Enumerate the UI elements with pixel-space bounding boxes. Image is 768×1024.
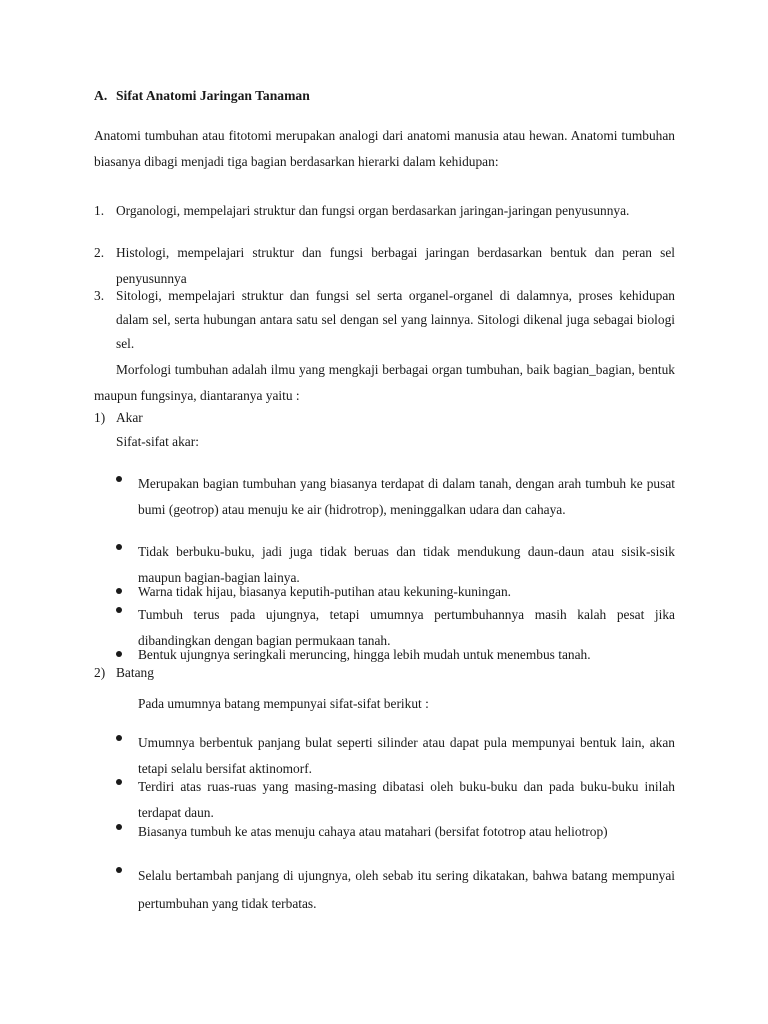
list-text: Biasanya tumbuh ke atas menuju cahaya atau matahari (bersifat fototrop atau heliotrop): [138, 824, 608, 839]
list-number: 3.: [94, 288, 105, 303]
subsection-title: Akar: [116, 410, 143, 425]
bullet-icon: [116, 476, 122, 482]
list-item: [116, 646, 675, 664]
list-item: [116, 819, 675, 845]
bullet-icon: [116, 607, 122, 613]
section-title: Sifat Anatomi Jaringan Tanaman: [116, 88, 310, 103]
bullet-icon: [116, 824, 122, 830]
list-item: [116, 583, 675, 601]
list-text: Bentuk ujungnya seringkali meruncing, hingga lebih mudah untuk menembus tanah.: [138, 647, 591, 662]
list-text: Sitologi, mempelajari struktur dan fungsi sel serta organel-organel di dalamnya, proses kehidupan dalam sel, serta hubungan antara satu sel dengan sel yang lainnya. Sitologi dikenal juga sebagai biologi sel.: [116, 288, 675, 351]
list-text: Organologi, mempelajari struktur dan fungsi organ berdasarkan jaringan-jaringan penyusunnya.: [116, 203, 630, 218]
akar-label: Sifat-sifat akar:: [116, 434, 199, 449]
list-text: Histologi, mempelajari struktur dan fungsi berbagai jaringan berdasarkan bentuk dan peran sel penyusunnya: [116, 245, 675, 286]
list-text: Umumnya berbentuk panjang bulat seperti silinder atau dapat pula mempunyai bentuk lain, akan tetapi selalu bersifat aktinomorf.: [138, 735, 675, 776]
list-text: Warna tidak hijau, biasanya keputih-putihan atau kekuning-kuningan.: [138, 584, 512, 599]
subsection-title: Batang: [116, 665, 154, 680]
section-number: A.: [94, 88, 108, 103]
bullet-icon: [116, 779, 122, 785]
list-text: Tumbuh terus pada ujungnya, tetapi umumnya pertumbuhannya masih kalah pesat jika dibandingkan dengan bagian permukaan tanah.: [138, 607, 675, 648]
subsection-number: 2): [94, 665, 106, 680]
anatomy-list-item: [94, 284, 675, 356]
subsection-number: 1): [94, 410, 106, 425]
bullet-icon: [116, 544, 122, 550]
bullet-icon: [116, 651, 122, 657]
bullet-icon: [116, 867, 122, 873]
bullet-icon: [116, 735, 122, 741]
anatomy-list-item: [94, 198, 675, 224]
list-text: Terdiri atas ruas-ruas yang masing-masing dibatasi oleh buku-buku dan pada buku-buku inilah terdapat daun.: [138, 779, 675, 820]
intro-paragraph: Anatomi tumbuhan atau fitotomi merupakan analogi dari anatomi manusia atau hewan. Anatomi tumbuhan biasanya dibagi menjadi tiga bagian berdasarkan hierarki dalam kehidupan:: [94, 128, 675, 169]
list-number: 1.: [94, 203, 105, 218]
list-text: Selalu bertambah panjang di ujungnya, oleh sebab itu sering dikatakan, bahwa batang mempunyai pertumbuhan yang tidak terbatas.: [138, 868, 675, 911]
subsection-batang: [94, 665, 675, 681]
bullet-icon: [116, 588, 122, 594]
list-number: 2.: [94, 245, 105, 260]
subsection-akar: [94, 410, 675, 426]
list-text: Tidak berbuku-buku, jadi juga tidak beruas dan tidak mendukung daun-daun atau sisik-sisik maupun bagian-bagian lainya.: [138, 544, 675, 585]
morfologi-paragraph: Morfologi tumbuhan adalah ilmu yang mengkaji berbagai organ tumbuhan, baik bagian_bagian, bentuk maupun fungsinya, diantaranya yaitu :: [94, 362, 675, 403]
list-item: [116, 471, 675, 523]
list-text: Merupakan bagian tumbuhan yang biasanya terdapat di dalam tanah, dengan arah tumbuh ke pusat bumi (geotrop) atau menuju ke air (hidrotrop), meninggalkan udara dan cahaya.: [138, 476, 675, 517]
batang-label: Pada umumnya batang mempunyai sifat-sifat berikut :: [138, 696, 429, 711]
list-item: [116, 862, 675, 918]
section-heading: [94, 88, 310, 104]
